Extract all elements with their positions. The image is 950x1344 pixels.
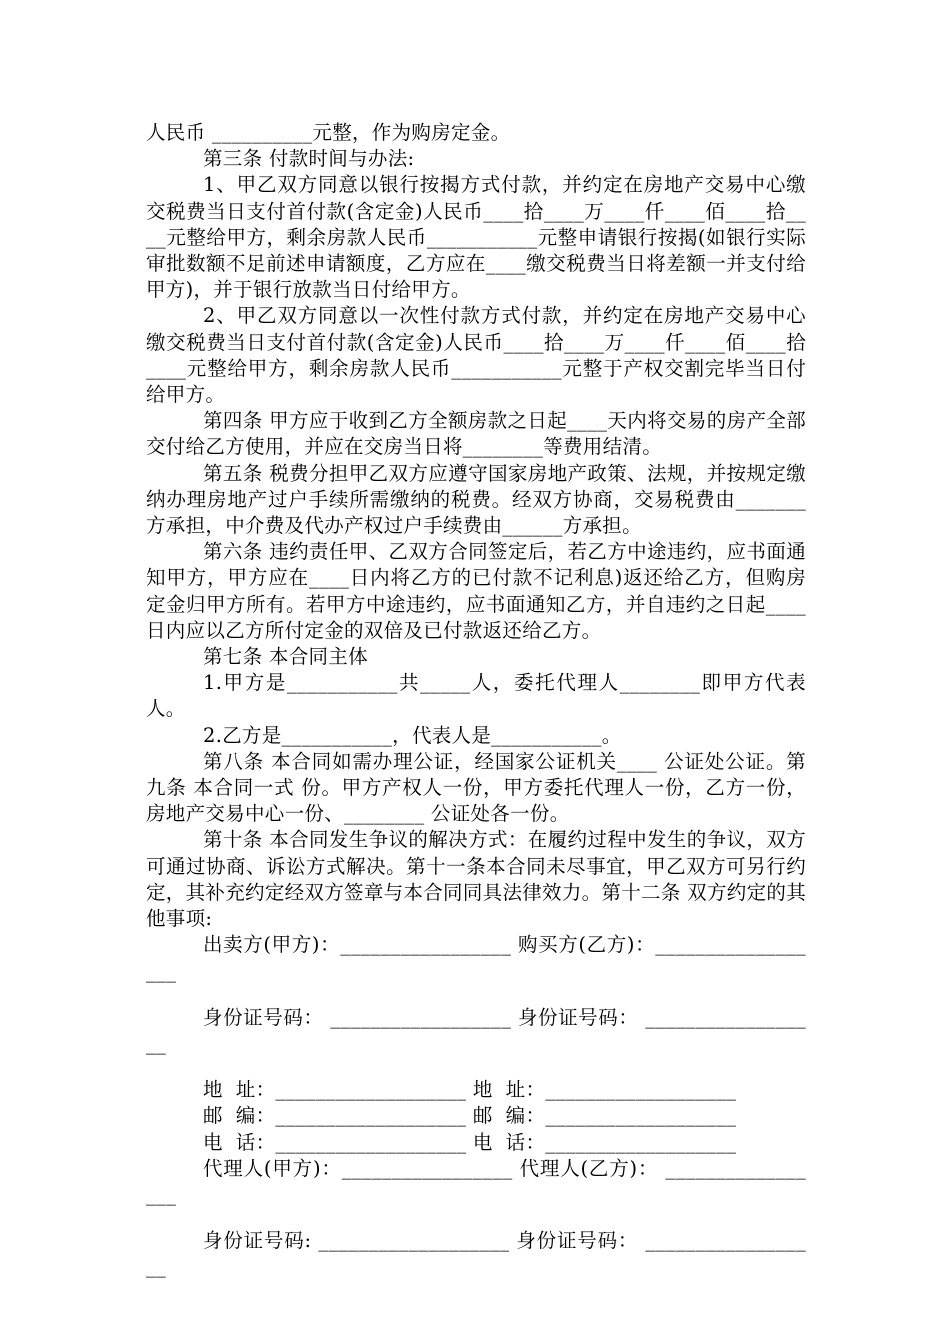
article-7-heading: 第七条 本合同主体 xyxy=(203,645,368,669)
signature-id-numbers: 身份证号码： __________________ 身份证号码： __________________ xyxy=(146,1005,806,1055)
signature-agent-id-numbers: 身份证号码: ___________________ 身份证号码： __________________ xyxy=(146,1229,806,1279)
contract-body xyxy=(146,120,806,1281)
paragraph-deposit: 人民币 __________元整，作为购房定金。 xyxy=(146,121,511,144)
article-10-12: 第十条 本合同发生争议的解决方式：在履约过程中发生的争议，双方可通过协商、诉讼方式解决。第十一条本合同未尽事宜，甲乙双方可另行约定，其补充约定经双方签章与本合同同具法律效力。第十二条 双方约定的其他事项: xyxy=(146,828,806,931)
article-5: 第五条 税费分担甲乙双方应遵守国家房地产政策、法规，并按规定缴纳办理房地产过户手续所需缴纳的税费。经双方协商，交易税费由_______方承担，中介费及代办产权过户手续费由______方承担。 xyxy=(146,461,806,538)
signature-seller-buyer: 出卖方(甲方)：_________________ 购买方(乙方)：__________________ xyxy=(146,933,806,983)
signature-address: 地 址：___________________ 地 址：___________________ xyxy=(203,1078,737,1102)
article-7-party-a: 1.甲方是___________共_____人，委托代理人________即甲方代表人。 xyxy=(146,671,806,721)
article-3-clause-2: 2、甲乙双方同意以一次性付款方式付款，并约定在房地产交易中心缴交税费当日支付首付款(含定金)人民币____拾____万____仟____佰____拾____元整给甲方，剩余房款人民币___________元整于产权交割完毕当日付给甲方。 xyxy=(146,304,806,407)
article-3-heading: 第三条 付款时间与办法: xyxy=(203,147,415,171)
signature-postcode: 邮 编：___________________ 邮 编：___________________ xyxy=(203,1104,737,1128)
signature-agents: 代理人(甲方)：_________________ 代理人(乙方)： _________________ xyxy=(146,1156,806,1206)
article-8-9: 第八条 本合同如需办理公证，经国家公证机关____ 公证处公证。第九条 本合同一式 份。甲方产权人一份，甲方委托代理人一份，乙方一份，房地产交易中心一份、________ 公证处各一份。 xyxy=(146,749,806,826)
signature-phone: 电 话：___________________ 电 话：___________________ xyxy=(203,1130,737,1154)
article-6: 第六条 违约责任甲、乙双方合同签定后，若乙方中途违约，应书面通知甲方，甲方应在____日内将乙方的已付款不记利息)返还给乙方，但购房定金归甲方所有。若甲方中途违约，应书面通知乙方，并自违约之日起____日内应以乙方所付定金的双倍及已付款返还给乙方。 xyxy=(146,540,806,642)
article-7-party-b: 2.乙方是___________，代表人是___________。 xyxy=(203,723,622,747)
article-3-clause-1: 1、甲乙双方同意以银行按揭方式付款，并约定在房地产交易中心缴交税费当日支付首付款(含定金)人民币____拾____万____仟____佰____拾____元整给甲方，剩余房款人民币___________元整申请银行按揭(如银行实际审批数额不足前述申请额度，乙方应在____缴交税费当日将差额一并支付给甲方)，并于银行放款当日付给甲方。 xyxy=(146,173,806,302)
article-4: 第四条 甲方应于收到乙方全额房款之日起____天内将交易的房产全部交付给乙方使用，并应在交房当日将________等费用结清。 xyxy=(146,409,806,459)
